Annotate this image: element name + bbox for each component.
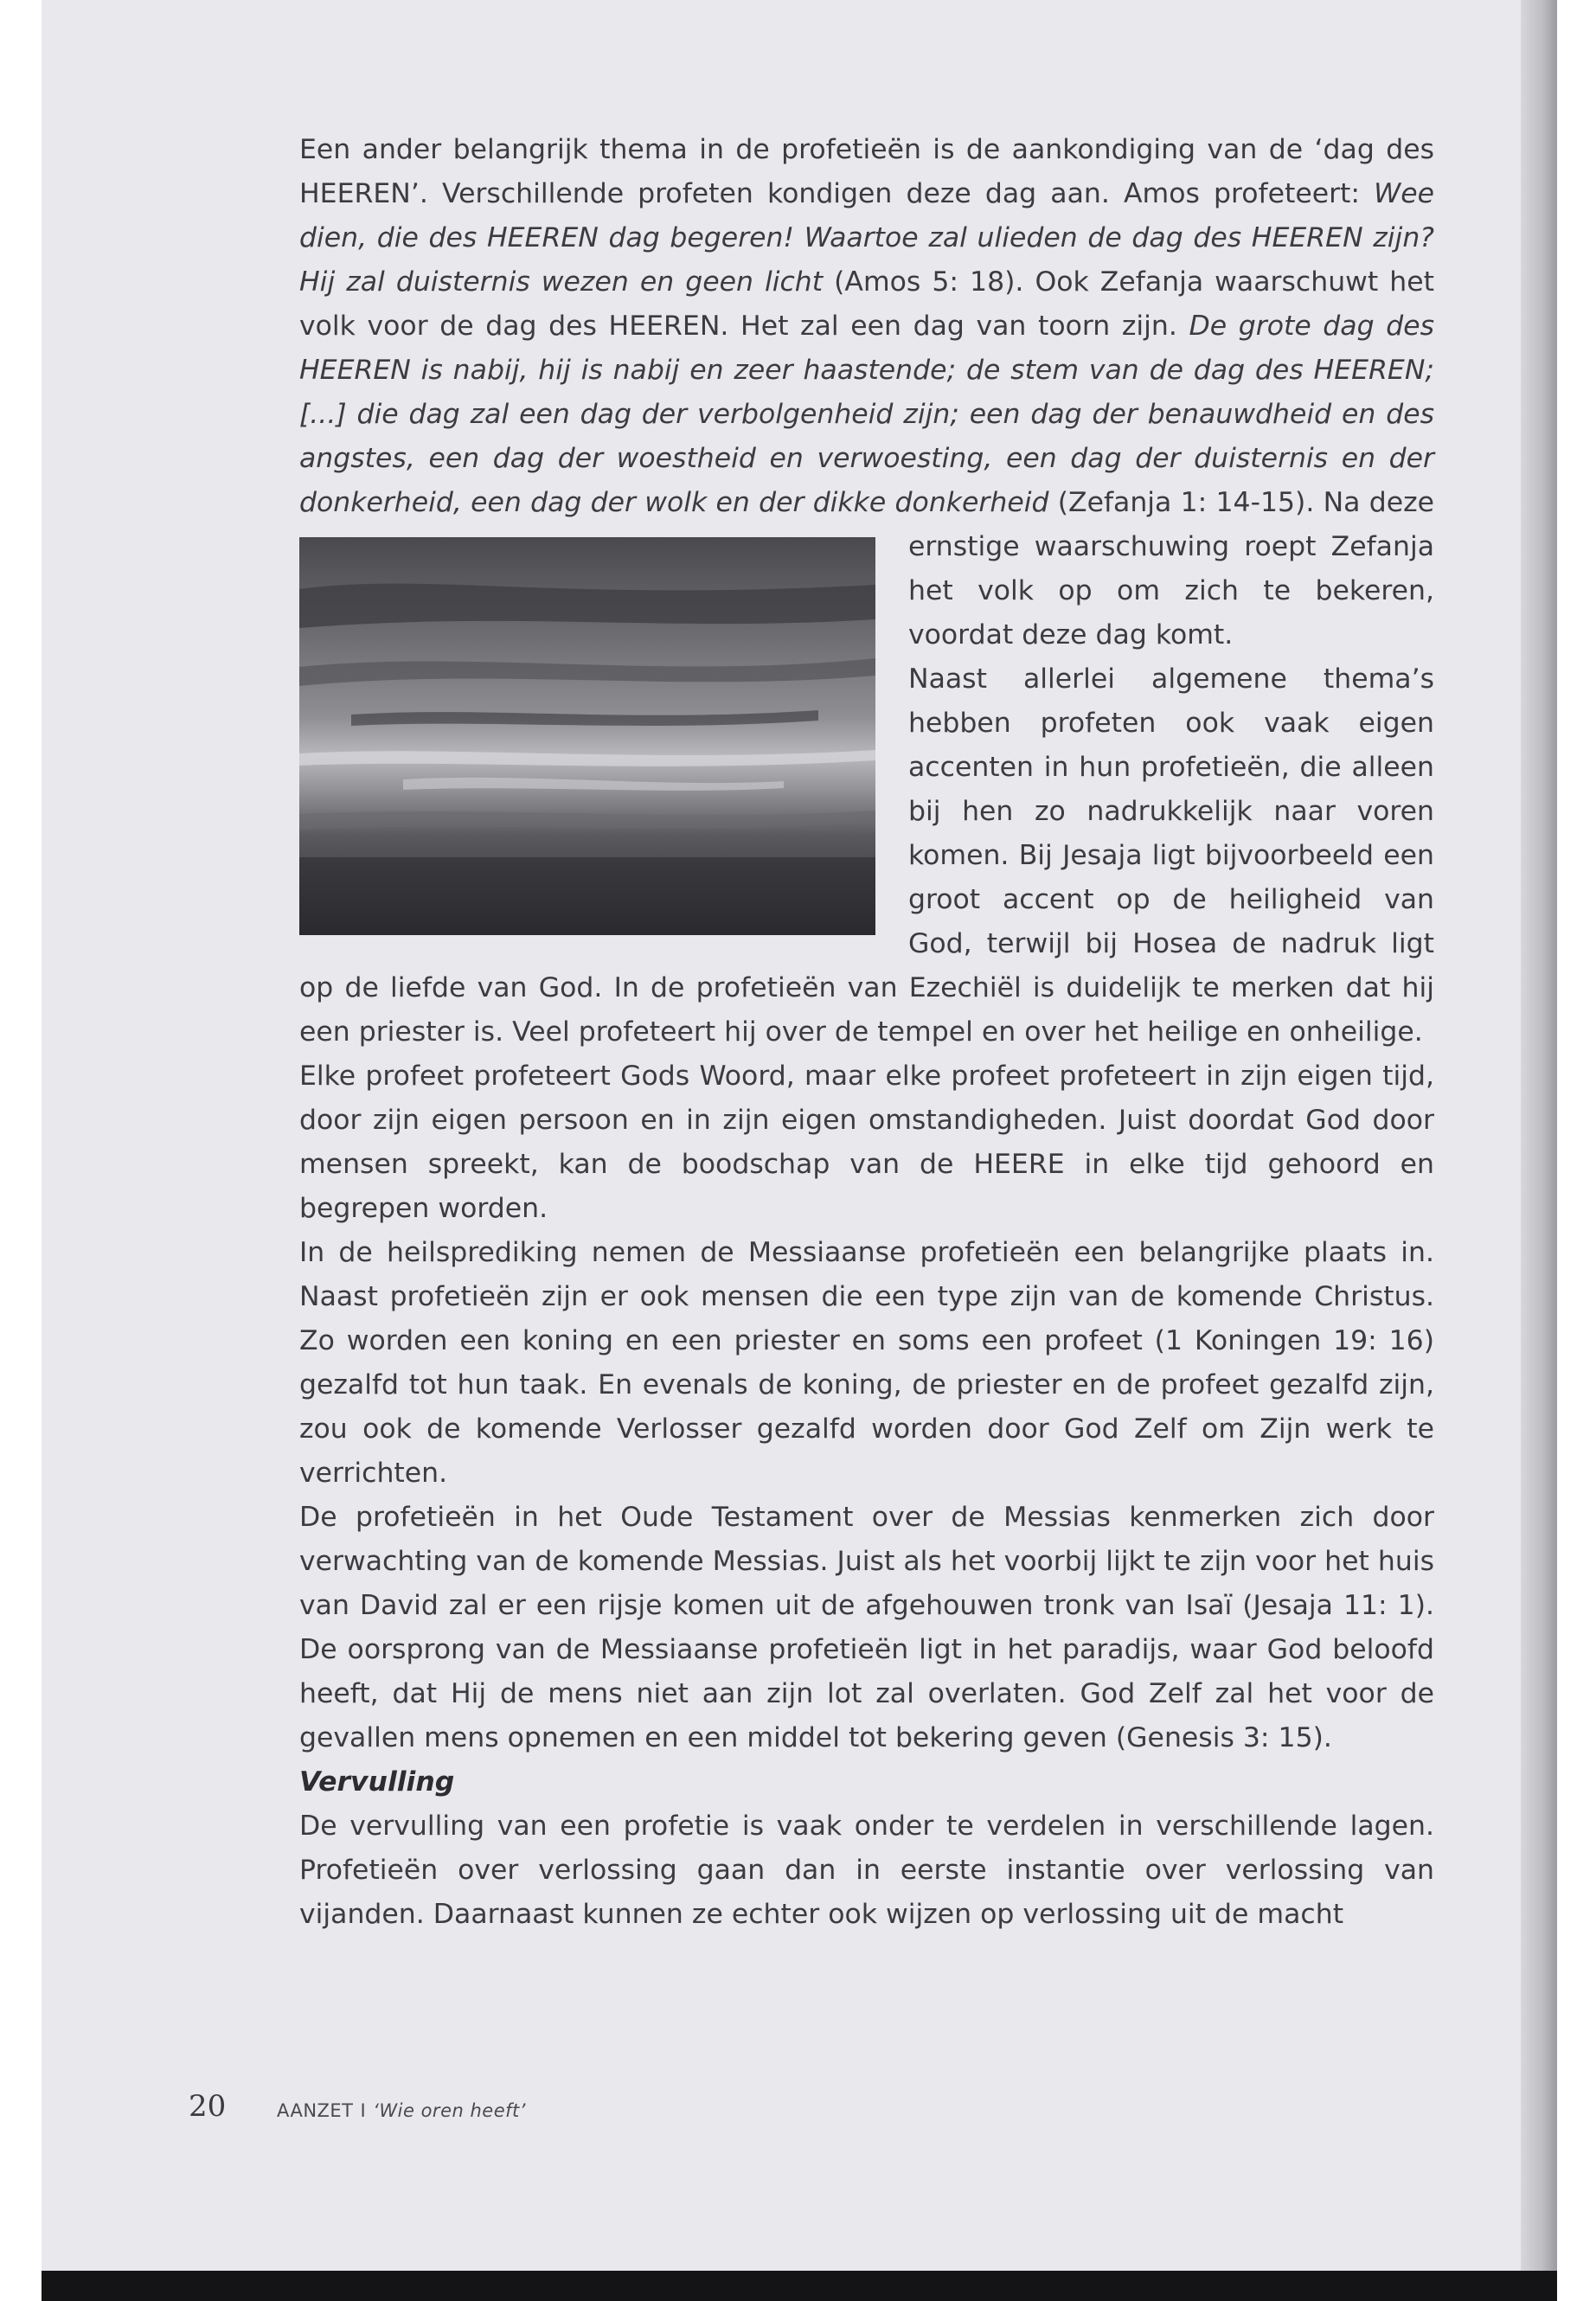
- sky-photo: [299, 537, 875, 935]
- section-heading: Vervulling: [299, 1766, 455, 1798]
- paragraph-text: Een ander belangrijk thema in de profetieën is de aankondiging van de ‘dag des HEEREN’. Verschillende profeten kondigen deze dag aan. Amos profeteert:: [299, 134, 1434, 209]
- paragraph-messias: De profetieën in het Oude Testament over de Messias kenmerken zich door verwachting van de komende Messias. Juist als het voorbij lijkt te zijn voor het huis van David zal er een rijsje komen uit de afgehouwen tronk van Isaï (Jesaja 11: 1). De oorsprong van de Messiaanse profetieën ligt in het paradijs, waar God beloofd heeft, dat Hij de mens niet aan zijn lot zal overlaten. God Zelf zal het voor de gevallen mens opnemen en een middel tot bekering geven (Genesis 3: 15).: [299, 1502, 1434, 1753]
- scripture-quote-amos: Wee dien, die des HEEREN dag begeren! Waartoe zal ulieden de dag des HEEREN zijn? Hij zal duisternis wezen en geen licht: [299, 178, 1434, 298]
- paragraph-accenten: Naast allerlei algemene thema’s hebben profeten ook vaak eigen accenten in hun profetieën, die alleen bij hen zo nadrukkelijk naar voren komen. Bij Jesaja ligt bijvoorbeeld een groot accent op de heiligheid van God, terwijl bij Hosea de nadruk ligt op de liefde van God. In de profetieën van Ezechiël is duidelijk te merken dat hij een priester is. Veel profeteert hij over de tempel en over het heilige en onheilige.: [299, 663, 1434, 1048]
- running-footer: [277, 2100, 526, 2121]
- scan-margin-right: [1557, 0, 1596, 2301]
- footer-separator: I: [360, 2100, 367, 2121]
- paragraph-vervulling: De vervulling van een profetie is vaak onder te verdelen in verschillende lagen. Profetieën over verlossing gaan dan in eerste instantie over verlossing van vijanden. Daarnaast kunnen ze echter ook wijzen op verlossing uit de macht: [299, 1811, 1434, 1930]
- scan-margin-left: [0, 0, 42, 2301]
- paragraph-dag-des-heeren: [299, 128, 1434, 657]
- scan-bottom-strip: [42, 2271, 1557, 2301]
- page-number: 20: [189, 2089, 227, 2124]
- body-text: [299, 128, 1434, 1937]
- paragraph-gods-woord: Elke profeet profeteert Gods Woord, maar elke profeet profeteert in zijn eigen tijd, door zijn eigen persoon en in zijn eigen omstandigheden. Juist doordat God door mensen spreekt, kan de boodschap van de HEERE in elke tijd gehoord en begrepen worden.: [299, 1061, 1434, 1224]
- paragraph-heilsprediking: In de heilsprediking nemen de Messiaanse profetieën een belangrijke plaats in. Naast profetieën zijn er ook mensen die een type zijn van de komende Christus. Zo worden een koning en een priester en soms een profeet (1 Koningen 19: 16) gezalfd tot hun taak. En evenals de koning, de priester en de profeet gezalfd zijn, zou ook de komende Verlosser gezalfd worden door God Zelf om Zijn werk te verrichten.: [299, 1237, 1434, 1489]
- page-edge-shadow: [1521, 0, 1557, 2301]
- scripture-quote-zefanja: De grote dag des HEEREN is nabij, hij is nabij en zeer haastende; de stem van de dag des HEEREN; [...] die dag zal een dag der verbolgenheid zijn; een dag der benauwdheid en des angstes, een dag der woestheid en verwoesting, een dag der duisternis en der donkerheid, een dag der wolk en der dikke donkerheid: [299, 311, 1434, 518]
- footer-title: ‘Wie oren heeft’: [373, 2100, 526, 2121]
- paragraph-text: (Amos 5: 18). Ook Zefanja waarschuwt het volk voor de dag des HEEREN. Het zal een dag van toorn zijn.: [299, 266, 1434, 342]
- paragraph-text: (Zefanja 1: 14-15). Na deze ernstige waarschuwing roept Zefanja het volk op om zich te bekeren, voordat deze dag komt.: [908, 487, 1434, 651]
- footer-series: AANZET: [277, 2100, 354, 2121]
